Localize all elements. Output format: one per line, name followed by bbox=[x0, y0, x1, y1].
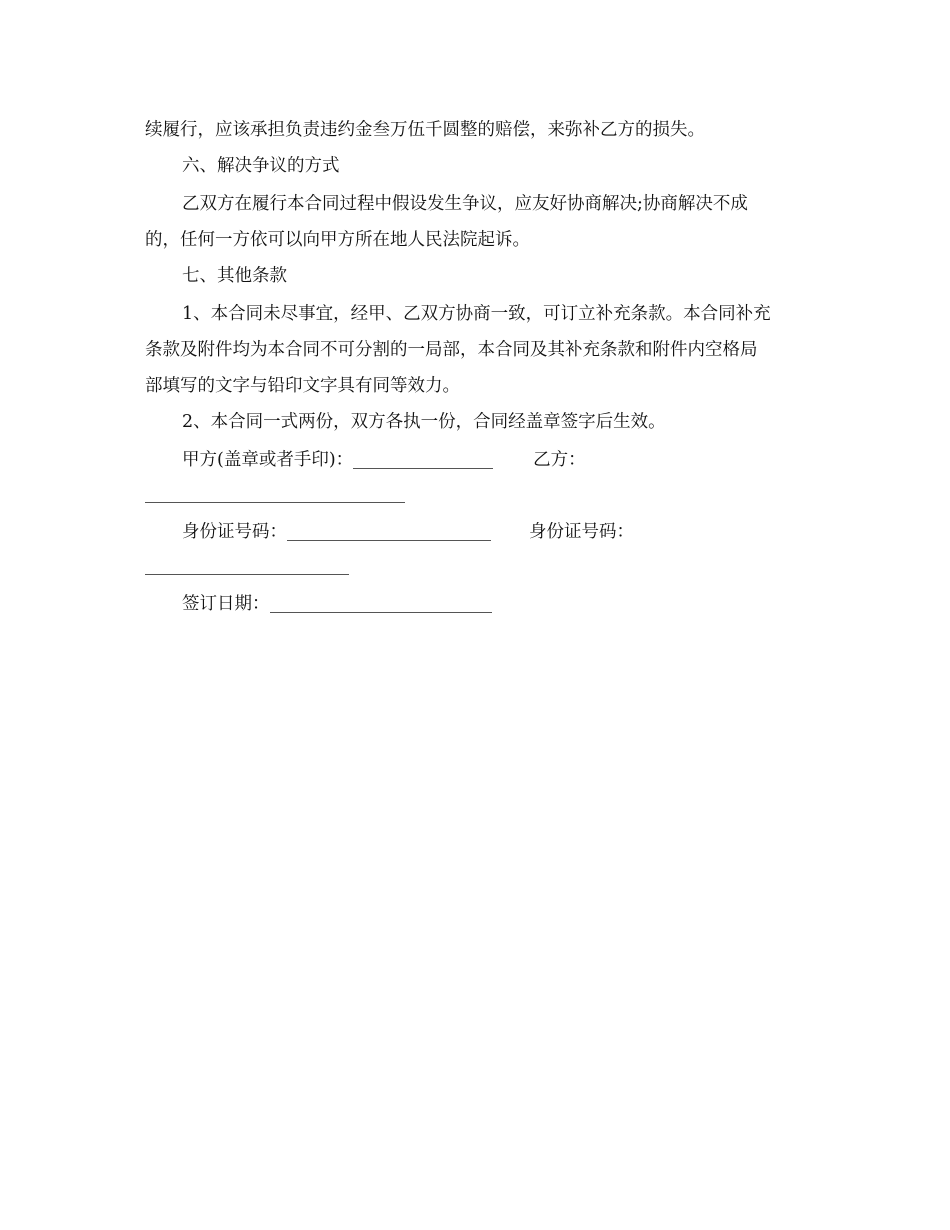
id-b-blank[interactable] bbox=[145, 574, 349, 575]
sign-date-label: 签订日期： bbox=[182, 594, 270, 614]
sign-date-blank[interactable] bbox=[270, 590, 492, 613]
section-6-text-line-2: 的，任何一方依可以向甲方所在地人民法院起诉。 bbox=[145, 230, 530, 250]
sign-date-row bbox=[182, 586, 847, 622]
clause-2: 2、本合同一式两份，双方各执一份，合同经盖章签字后生效。 bbox=[182, 412, 666, 432]
id-a-blank[interactable] bbox=[287, 518, 491, 541]
id-number-row bbox=[182, 514, 847, 550]
party-b-label: 乙方： bbox=[533, 450, 586, 470]
clause-1-line-2: 条款及附件均为本合同不可分割的一局部，本合同及其补充条款和附件内空格局 bbox=[145, 340, 758, 360]
party-a-label: 甲方(盖章或者手印)： bbox=[182, 450, 354, 470]
id-a-label: 身份证号码： bbox=[182, 522, 287, 542]
party-b-blank[interactable] bbox=[145, 502, 405, 503]
id-b-label: 身份证号码： bbox=[529, 522, 634, 542]
clause-1-line-1: 1、本合同未尽事宜，经甲、乙双方协商一致，可订立补充条款。本合同补充 bbox=[182, 304, 771, 324]
clause-1-line-3: 部填写的文字与铅印文字具有同等效力。 bbox=[145, 376, 460, 396]
section-6-heading: 六、解决争议的方式 bbox=[182, 156, 340, 176]
section-6-text-line-1: 乙双方在履行本合同过程中假设发生争议，应友好协商解决;协商解决不成 bbox=[182, 194, 748, 214]
party-a-blank[interactable] bbox=[353, 446, 493, 469]
party-signature-row bbox=[182, 442, 847, 478]
section-7-heading: 七、其他条款 bbox=[182, 266, 287, 286]
paragraph-continuation: 续履行，应该承担负责违约金叁万伍千圆整的赔偿，来弥补乙方的损失。 bbox=[145, 120, 705, 140]
